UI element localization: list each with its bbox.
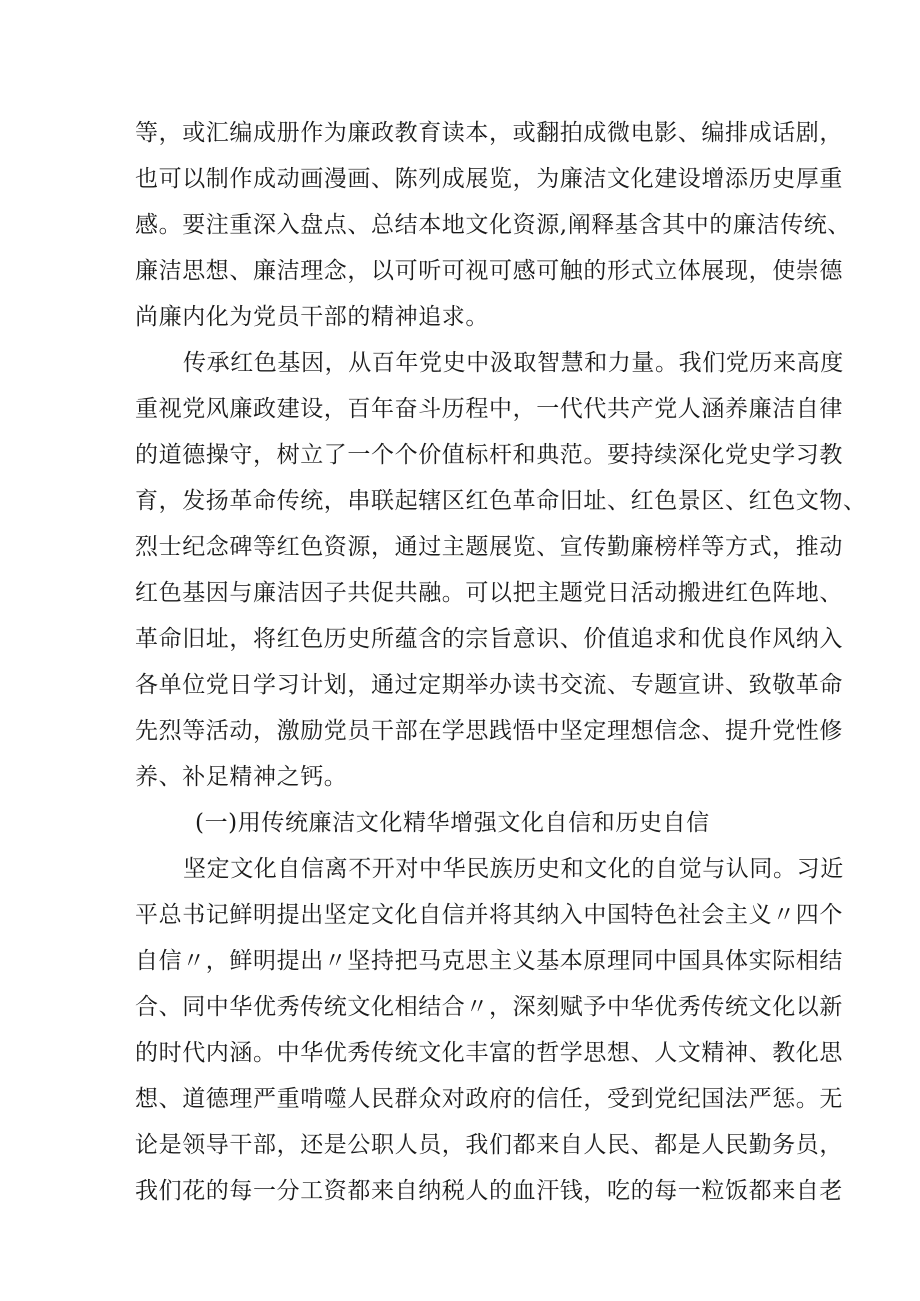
section-heading-text: (一)用传统廉洁文化精华增强文化自信和历史自信 [195,810,710,836]
text-line: 尚廉内化为党员干部的精神追求。 [135,304,489,330]
text-line: 烈士纪念碑等红色资源，通过主题展览、宣传勤廉榜样等方式，推动 [135,534,843,560]
text-line: 的道德操守，树立了一个个价值标杆和典范。要持续深化党史学习教 [135,442,843,468]
text-line: 也可以制作成动画漫画、陈列成展览，为廉洁文化建设增添历史厚重 [135,166,843,192]
text-line: 各单位党日学习计划，通过定期举办读书交流、专题宣讲、致敬革命 [135,672,843,698]
text-line: 廉洁思想、廉洁理念，以可听可视可感可触的形式立体展现，使崇德 [135,258,843,284]
paragraph-continuation [135,110,851,340]
text-line: 我们花的每一分工资都来自纳税人的血汗钱，吃的每一粒饭都来自老 [135,1178,843,1204]
text-line: 重视党风廉政建设，百年奋斗历程中，一代代共产党人涵养廉洁自律 [135,396,843,422]
text-line: 平总书记鲜明提出坚定文化自信并将其纳入中国特色社会主义〃四个 [135,902,843,928]
document-body [135,110,867,1214]
paragraph-red-gene [135,340,867,800]
text-line: 养、补足精神之钙。 [135,764,348,790]
text-line: 革命旧址，将红色历史所蕴含的宗旨意识、价值追求和优良作风纳入 [135,626,843,652]
section-heading [135,800,795,846]
text-line: 感。要注重深入盘点、总结本地文化资源,阐释基含其中的廉洁传统、 [135,212,851,238]
text-line: 论是领导干部，还是公职人员，我们都来自人民、都是人民勤务员， [135,1132,843,1158]
text-line: 育，发扬革命传统，串联起辖区红色革命旧址、红色景区、红色文物、 [135,488,867,514]
text-line: 先烈等活动，激励党员干部在学思践悟中坚定理想信念、提升党性修 [135,718,843,744]
text-line: 想、道德理严重啃噬人民群众对政府的信任，受到党纪国法严惩。无 [135,1086,843,1112]
paragraph-cultural-confidence [135,846,844,1214]
text-line: 坚定文化自信离不开对中华民族历史和文化的自觉与认同。习近 [183,856,844,882]
text-line: 传承红色基因，从百年党史中汲取智慧和力量。我们党历来高度 [183,350,844,376]
text-line: 自信〃，鲜明提出〃坚持把马克思主义基本原理同中国具体实际相结 [135,948,843,974]
text-line: 红色基因与廉洁因子共促共融。可以把主题党日活动搬进红色阵地、 [135,580,843,606]
text-line: 的时代内涵。中华优秀传统文化丰富的哲学思想、人文精神、教化思 [135,1040,843,1066]
text-line: 等，或汇编成册作为廉政教育读本，或翻拍成微电影、编排成话剧， [135,120,843,146]
text-line: 合、同中华优秀传统文化相结合〃，深刻赋予中华优秀传统文化以新 [135,994,843,1020]
